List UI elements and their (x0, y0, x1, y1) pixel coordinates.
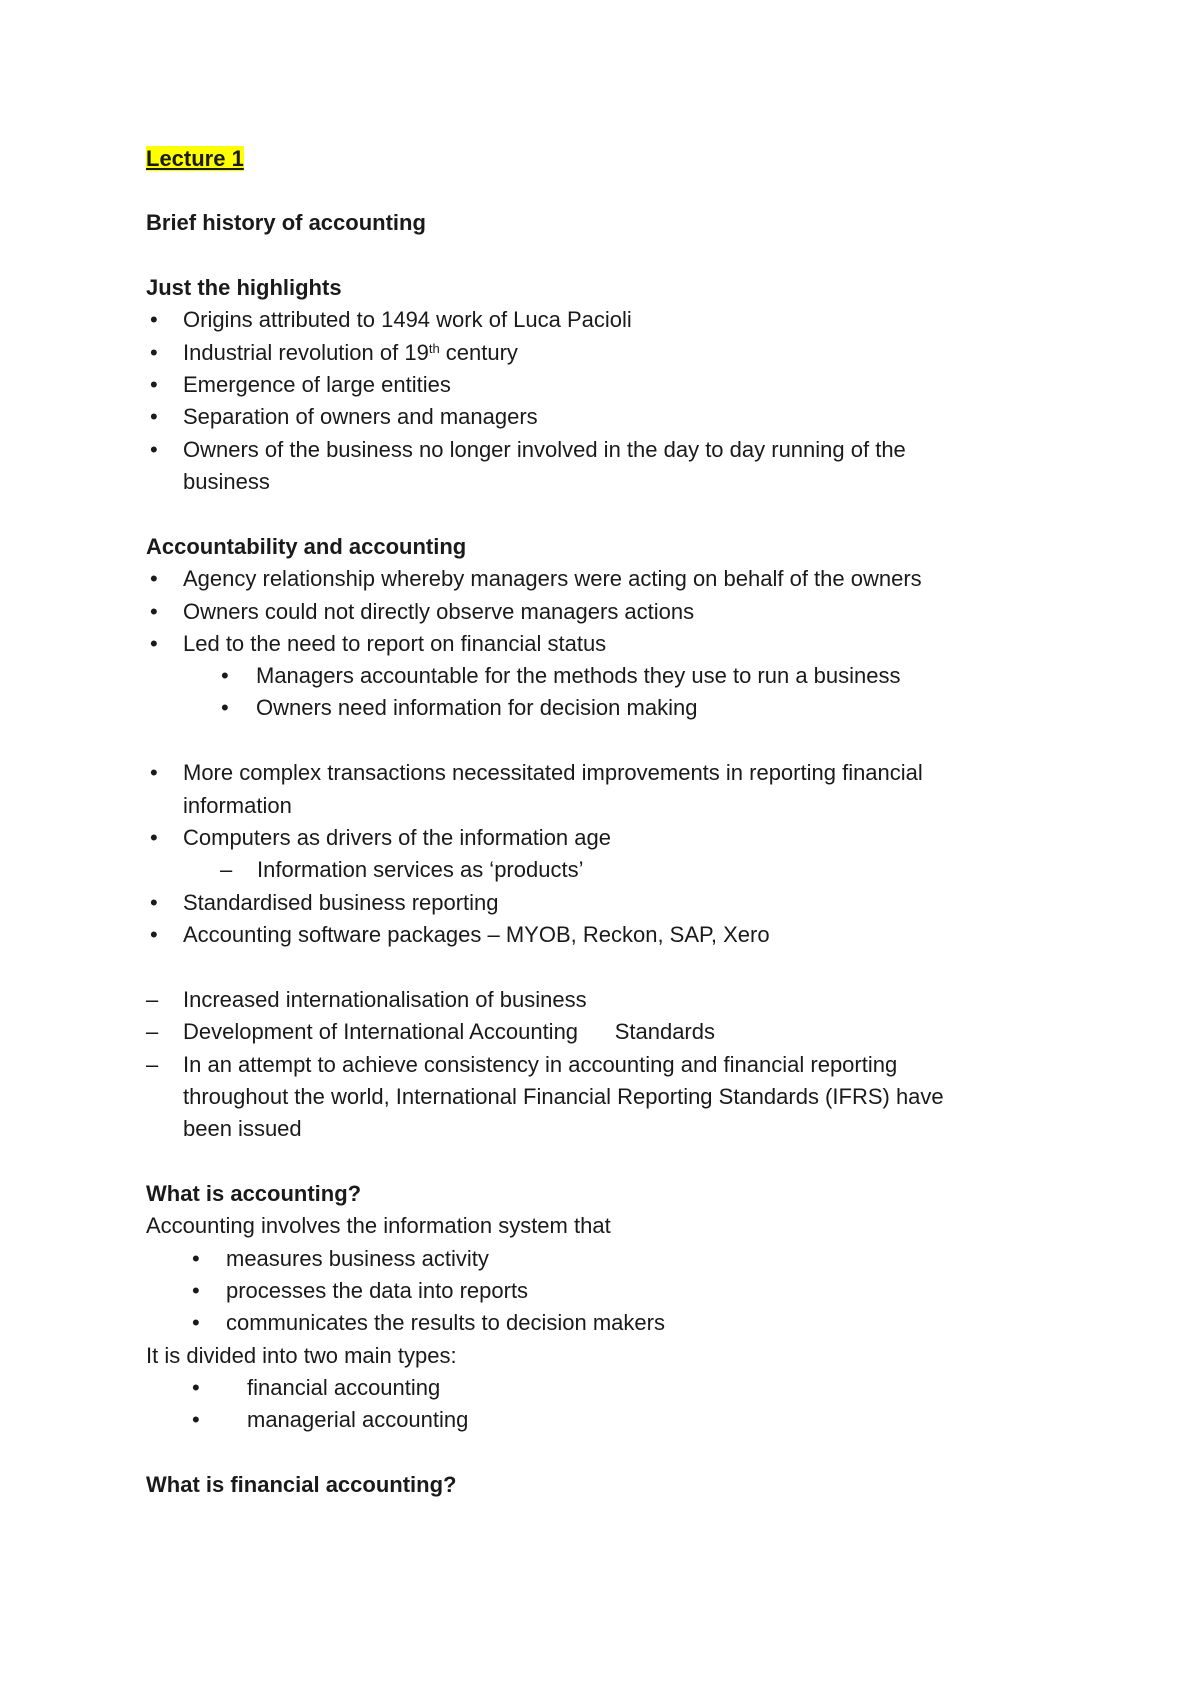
heading-highlights: Just the highlights (146, 275, 342, 300)
bullet-icon: • (192, 1407, 200, 1432)
bullet-icon: • (150, 631, 158, 656)
bullet-icon: • (192, 1375, 200, 1400)
lecture-title: Lecture 1 (146, 146, 244, 171)
list-item-continuation: business (183, 469, 270, 494)
bullet-icon: • (150, 404, 158, 429)
paragraph: It is divided into two main types: (146, 1343, 457, 1368)
bullet-icon: • (221, 695, 229, 720)
list-item-continuation: throughout the world, International Financial Reporting Standards (IFRS) have (183, 1084, 944, 1109)
bullet-icon: • (150, 372, 158, 397)
bullet-icon: • (192, 1246, 200, 1271)
bullet-icon: • (192, 1310, 200, 1335)
dash-icon: – (146, 1019, 159, 1044)
paragraph: Accounting involves the information system that (146, 1213, 611, 1238)
bullet-icon: • (150, 890, 158, 915)
bullet-icon: • (221, 663, 229, 688)
heading-brief-history: Brief history of accounting (146, 210, 426, 235)
bullet-icon: • (150, 340, 158, 365)
dash-icon: – (146, 987, 159, 1012)
bullet-icon: • (150, 307, 158, 332)
bullet-icon: • (192, 1278, 200, 1303)
document-page: Lecture 1 Brief history of accounting Just the highlights • Origins attributed to 1494 work of Luca Pacioli • Industrial revolution of 19th century • Emergence of large entities • Separation of owners and managers • Owners of the business no longer involved in the day to day running of the business Accountability and accounting • Agency relationship whereby managers were acting on behalf of the owners • Owners could not directly observe managers actions • Led to the need to report on financial status • Managers accountable for the methods they use to run a business • Owners need information for decision making • More complex transactions necessitated improvements in reporting financial information • Computers as drivers of the information age – Information services as ‘products’ • Standardised business reporting • Accounting software packages – MYOB, Reckon, SAP, Xero – Increased internationalisation of business – Development of International Accounting Standards – In an attempt to achieve consistency in accounting and financial reporting throughout the world, International Financial Reporting Standards (IFRS) have been issued What is accounting? Accounting involves the information system that • measures business activity • processes the data into reports • communicates the results to decision makers It is divided into two main types: • financial accounting • managerial accounting What is financial accounting? (0, 0, 1200, 1698)
bullet-icon: • (150, 599, 158, 624)
heading-accountability: Accountability and accounting (146, 534, 467, 559)
heading-what-is-accounting: What is accounting? (146, 1181, 362, 1206)
dash-icon: – (146, 1052, 159, 1077)
list-item-continuation: been issued (183, 1116, 302, 1141)
dash-icon: – (220, 857, 233, 882)
list-item-continuation: information (183, 793, 292, 818)
bullet-icon: • (150, 922, 158, 947)
heading-what-is-financial-accounting: What is financial accounting? (146, 1472, 457, 1497)
bullet-icon: • (150, 437, 158, 462)
bullet-icon: • (150, 760, 158, 785)
bullet-icon: • (150, 825, 158, 850)
bullet-icon: • (150, 566, 158, 591)
